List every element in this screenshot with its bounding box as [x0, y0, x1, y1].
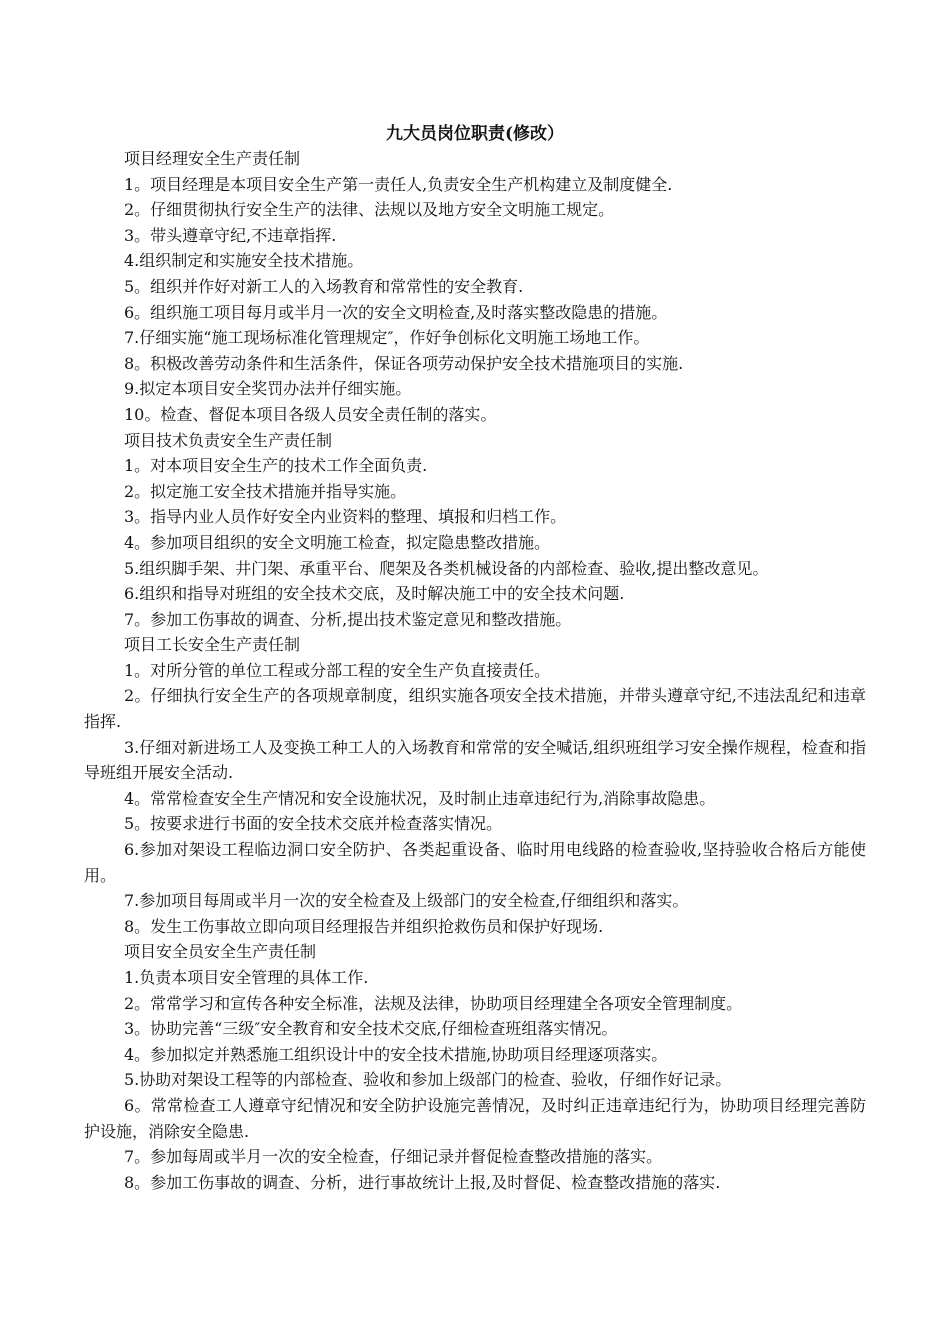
duty-item: 5。按要求进行书面的安全技术交底并检查落实情况。	[124, 814, 503, 834]
duty-item: 7.参加项目每周或半月一次的安全检查及上级部门的安全检查,仔细组织和落实。	[124, 891, 689, 911]
duty-item: 6.参加对架设工程临边洞口安全防护、各类起重设备、临时用电线路的检查验收,坚持验收合格后方能使用。	[84, 840, 866, 885]
duty-item: 2。仔细贯彻执行安全生产的法律、法规以及地方安全文明施工规定。	[124, 200, 615, 220]
duty-item: 2。仔细执行安全生产的各项规章制度，组织实施各项安全技术措施，并带头遵章守纪,不违法乱纪和违章指挥.	[84, 686, 866, 732]
document-body	[84, 146, 866, 1195]
section-heading: 项目安全员安全生产责任制	[124, 942, 317, 962]
duty-item: 3。指导内业人员作好安全内业资料的整理、填报和归档工作。	[124, 507, 567, 527]
duty-item: 5.协助对架设工程等的内部检查、验收和参加上级部门的检查、验收，仔细作好记录。	[124, 1070, 732, 1090]
duty-item: 1。对本项目安全生产的技术工作全面负责.	[124, 456, 428, 476]
duty-item: 9.拟定本项目安全奖罚办法并仔细实施。	[124, 379, 412, 399]
duty-item: 1。对所分管的单位工程或分部工程的安全生产负直接责任。	[124, 660, 551, 680]
section-heading: 项目技术负责安全生产责任制	[124, 430, 333, 450]
duty-item: 3.仔细对新进场工人及变换工种工人的入场教育和常常的安全喊话,组织班组学习安全操作规程，检查和指导班组开展安全活动.	[84, 737, 866, 783]
responsibility-section	[84, 146, 866, 428]
section-heading: 项目工长安全生产责任制	[124, 635, 301, 655]
responsibility-section	[84, 939, 866, 1195]
duty-item: 7。参加工伤事故的调查、分析,提出技术鉴定意见和整改措施。	[124, 609, 572, 629]
duty-item: 5.组织脚手架、井门架、承重平台、爬架及各类机械设备的内部检查、验收,提出整改意见。	[124, 558, 769, 578]
duty-item: 8。发生工伤事故立即向项目经理报告并组织抢救伤员和保护好现场.	[124, 916, 604, 936]
duty-item: 4。参加拟定并熟悉施工组织设计中的安全技术措施,协助项目经理逐项落实。	[124, 1044, 668, 1064]
responsibility-section	[84, 428, 866, 633]
duty-item: 2。常常学习和宣传各种安全标准，法规及法律，协助项目经理建全各项安全管理制度。	[124, 993, 743, 1013]
duty-item: 4.组织制定和实施安全技术措施。	[124, 251, 364, 271]
duty-item: 4。参加项目组织的安全文明施工检查，拟定隐患整改措施。	[124, 532, 551, 552]
responsibility-section	[84, 632, 866, 939]
duty-item: 10。检查、督促本项目各级人员安全责任制的落实。	[124, 404, 497, 424]
duty-item: 6.组织和指导对班组的安全技术交底，及时解决施工中的安全技术问题.	[124, 584, 625, 604]
duty-item: 5。组织并作好对新工人的入场教育和常常性的安全教育.	[124, 276, 524, 296]
duty-item: 3。带头遵章守纪,不违章指挥.	[124, 225, 337, 245]
section-heading: 项目经理安全生产责任制	[124, 149, 301, 168]
duty-item: 7.仔细实施“施工现场标准化管理规定″，作好争创标化文明施工场地工作。	[124, 328, 650, 348]
duty-item: 1.负责本项目安全管理的具体工作.	[124, 968, 369, 987]
duty-item: 6。组织施工项目每月或半月一次的安全文明检查,及时落实整改隐患的措施。	[124, 302, 668, 322]
duty-item: 1。项目经理是本项目安全生产第一责任人,负责安全生产机构建立及制度健全.	[124, 174, 673, 194]
duty-item: 6。常常检查工人遵章守纪情况和安全防护设施完善情况，及时纠正违章违纪行为，协助项目经理完善防护设施，消除安全隐患.	[84, 1095, 866, 1141]
document-title: 九大员岗位职责(修改）	[385, 124, 565, 144]
duty-item: 2。拟定施工安全技术措施并指导实施。	[124, 481, 407, 501]
duty-item: 7。参加每周或半月一次的安全检查，仔细记录并督促检查整改措施的落实。	[124, 1147, 663, 1167]
duty-item: 4。常常检查安全生产情况和安全设施状况，及时制止违章违纪行为,消除事故隐患。	[124, 788, 716, 808]
duty-item: 8。积极改善劳动条件和生活条件，保证各项劳动保护安全技术措施项目的实施.	[124, 353, 684, 373]
duty-item: 8。参加工伤事故的调查、分析，进行事故统计上报,及时督促、检查整改措施的落实.	[124, 1172, 721, 1192]
duty-item: 3。协助完善“三级″安全教育和安全技术交底,仔细检查班组落实情况。	[124, 1019, 618, 1039]
